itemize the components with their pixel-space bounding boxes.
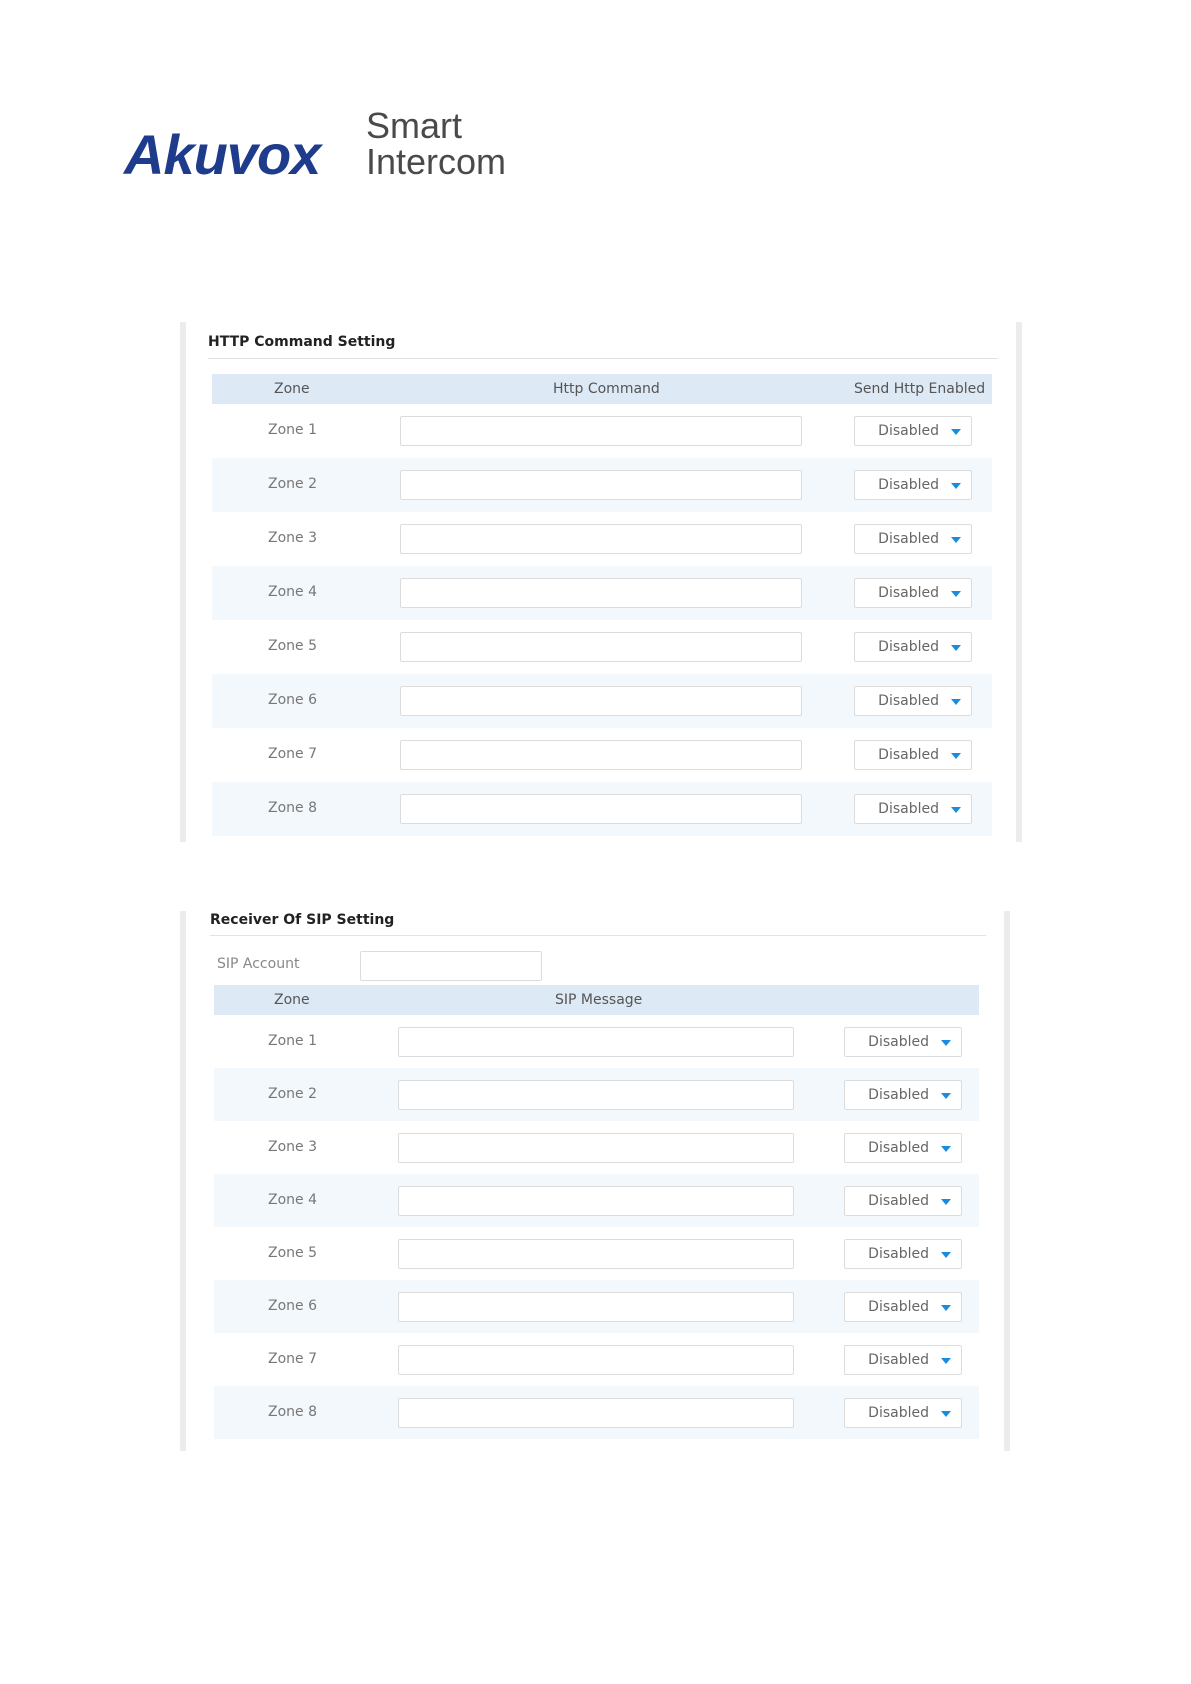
table-row xyxy=(212,404,992,458)
zone-label: Zone 1 xyxy=(268,1032,317,1049)
send-http-enabled-select[interactable] xyxy=(854,740,972,770)
caret-down-icon xyxy=(941,1411,951,1417)
caret-down-icon xyxy=(951,429,961,435)
logo-line-1: Smart xyxy=(366,105,463,146)
table-row xyxy=(212,782,992,836)
caret-down-icon xyxy=(951,699,961,705)
sip-receiver-panel xyxy=(186,911,1004,1451)
sip-enabled-select[interactable] xyxy=(844,1080,962,1110)
table-row xyxy=(214,1174,979,1227)
sip-panel-title: Receiver Of SIP Setting xyxy=(210,912,395,928)
table-row xyxy=(212,620,992,674)
table-row xyxy=(212,674,992,728)
caret-down-icon xyxy=(951,807,961,813)
http-command-input[interactable] xyxy=(400,794,802,824)
header-send-http-enabled: Send Http Enabled xyxy=(854,381,986,397)
sip-account-label: SIP Account xyxy=(217,956,300,972)
caret-down-icon xyxy=(941,1358,951,1364)
select-value: Disabled xyxy=(878,585,939,601)
table-row xyxy=(214,1280,979,1333)
zone-label: Zone 6 xyxy=(268,1297,317,1314)
caret-down-icon xyxy=(941,1040,951,1046)
sip-message-input[interactable] xyxy=(398,1186,794,1216)
header-http-command: Http Command xyxy=(553,381,660,397)
sip-enabled-select[interactable] xyxy=(844,1345,962,1375)
select-value: Disabled xyxy=(878,531,939,547)
caret-down-icon xyxy=(951,537,961,543)
table-row xyxy=(214,1386,979,1439)
http-command-panel xyxy=(186,322,1016,842)
table-row xyxy=(214,1227,979,1280)
zone-label: Zone 7 xyxy=(268,746,317,762)
sip-message-input[interactable] xyxy=(398,1292,794,1322)
table-row xyxy=(212,566,992,620)
sip-message-input[interactable] xyxy=(398,1239,794,1269)
table-row xyxy=(212,728,992,782)
table-row xyxy=(212,512,992,566)
caret-down-icon xyxy=(951,645,961,651)
http-command-input[interactable] xyxy=(400,578,802,608)
caret-down-icon xyxy=(941,1199,951,1205)
select-value: Disabled xyxy=(878,477,939,493)
http-command-input[interactable] xyxy=(400,524,802,554)
zone-label: Zone 1 xyxy=(268,422,317,438)
select-value: Disabled xyxy=(878,747,939,763)
send-http-enabled-select[interactable] xyxy=(854,632,972,662)
send-http-enabled-select[interactable] xyxy=(854,578,972,608)
panel-right-edge xyxy=(1004,911,1010,1451)
http-panel-title: HTTP Command Setting xyxy=(208,334,396,350)
table-row xyxy=(214,1121,979,1174)
zone-label: Zone 2 xyxy=(268,476,317,492)
zone-label: Zone 7 xyxy=(268,1350,317,1367)
select-value: Disabled xyxy=(868,1298,929,1315)
select-value: Disabled xyxy=(868,1404,929,1421)
zone-label: Zone 2 xyxy=(268,1085,317,1102)
logo-tagline xyxy=(366,105,507,182)
send-http-enabled-select[interactable] xyxy=(854,470,972,500)
sip-message-table xyxy=(214,985,979,1451)
title-divider xyxy=(208,358,998,359)
http-command-input[interactable] xyxy=(400,416,802,446)
http-command-input[interactable] xyxy=(400,632,802,662)
sip-enabled-select[interactable] xyxy=(844,1239,962,1269)
table-row xyxy=(214,1333,979,1386)
table-row xyxy=(214,1015,979,1068)
zone-label: Zone 3 xyxy=(268,1138,317,1155)
table-row xyxy=(212,458,992,512)
logo-brand: Akuvox xyxy=(124,123,321,186)
select-value: Disabled xyxy=(878,801,939,817)
sip-message-input[interactable] xyxy=(398,1345,794,1375)
select-value: Disabled xyxy=(868,1139,929,1156)
table-row xyxy=(214,1068,979,1121)
zone-label: Zone 5 xyxy=(268,638,317,654)
sip-enabled-select[interactable] xyxy=(844,1027,962,1057)
send-http-enabled-select[interactable] xyxy=(854,524,972,554)
select-value: Disabled xyxy=(868,1245,929,1262)
caret-down-icon xyxy=(951,483,961,489)
title-divider xyxy=(210,935,986,936)
sip-message-input[interactable] xyxy=(398,1080,794,1110)
table-header xyxy=(214,985,979,1015)
zone-label: Zone 8 xyxy=(268,1403,317,1420)
sip-message-input[interactable] xyxy=(398,1398,794,1428)
select-value: Disabled xyxy=(868,1192,929,1209)
send-http-enabled-select[interactable] xyxy=(854,794,972,824)
sip-enabled-select[interactable] xyxy=(844,1292,962,1322)
sip-enabled-select[interactable] xyxy=(844,1186,962,1216)
panel-right-edge xyxy=(1016,322,1022,842)
zone-label: Zone 4 xyxy=(268,1191,317,1208)
zone-label: Zone 5 xyxy=(268,1244,317,1261)
zone-label: Zone 6 xyxy=(268,692,317,708)
caret-down-icon xyxy=(941,1093,951,1099)
caret-down-icon xyxy=(951,753,961,759)
select-value: Disabled xyxy=(878,639,939,655)
select-value: Disabled xyxy=(868,1086,929,1103)
sip-enabled-select[interactable] xyxy=(844,1133,962,1163)
caret-down-icon xyxy=(951,591,961,597)
caret-down-icon xyxy=(941,1252,951,1258)
caret-down-icon xyxy=(941,1305,951,1311)
sip-account-input[interactable] xyxy=(360,951,542,981)
select-value: Disabled xyxy=(868,1033,929,1050)
sip-message-input[interactable] xyxy=(398,1027,794,1057)
http-command-input[interactable] xyxy=(400,740,802,770)
http-command-input[interactable] xyxy=(400,686,802,716)
select-value: Disabled xyxy=(878,423,939,439)
send-http-enabled-select[interactable] xyxy=(854,686,972,716)
http-command-table xyxy=(212,374,992,840)
select-value: Disabled xyxy=(868,1351,929,1368)
logo-line-2: Intercom xyxy=(366,141,507,182)
table-header xyxy=(212,374,992,404)
send-http-enabled-select[interactable] xyxy=(854,416,972,446)
header-sip-message: SIP Message xyxy=(555,992,643,1008)
zone-label: Zone 4 xyxy=(268,584,317,600)
http-command-input[interactable] xyxy=(400,470,802,500)
select-value: Disabled xyxy=(878,693,939,709)
sip-message-input[interactable] xyxy=(398,1133,794,1163)
header-zone: Zone xyxy=(274,992,310,1008)
sip-enabled-select[interactable] xyxy=(844,1398,962,1428)
zone-label: Zone 3 xyxy=(268,530,317,546)
caret-down-icon xyxy=(941,1146,951,1152)
zone-label: Zone 8 xyxy=(268,800,317,816)
header-zone: Zone xyxy=(274,381,310,397)
